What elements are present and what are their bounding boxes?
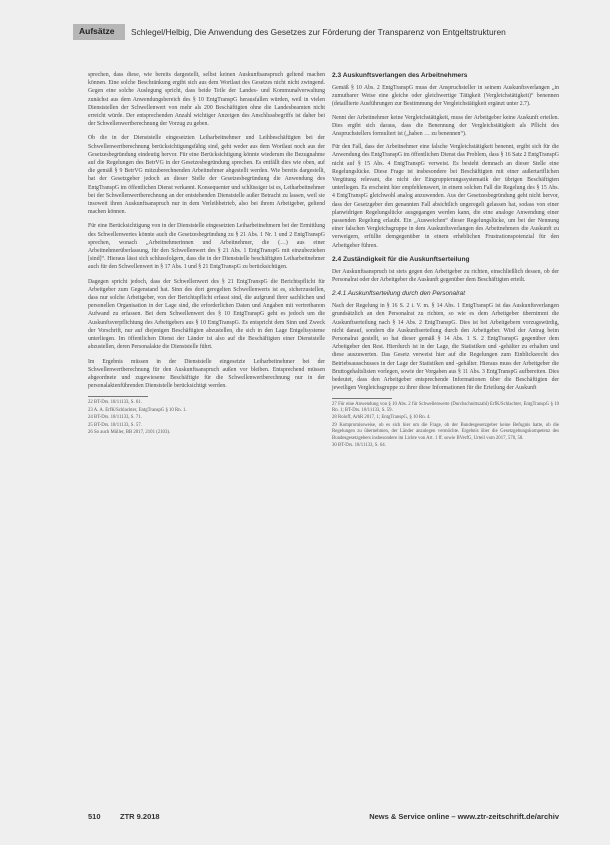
archive-link: News & Service online – www.ztr-zeitschrift.de/archiv <box>369 812 559 821</box>
footnote: 30 BT-Drs. 18/11133, S. 64. <box>332 442 386 448</box>
footnote: 29 Kompromissweise, ob es sich hier um die Frage, ob der Bundesgesetzgeber keine Befugnis hatte, ob die Regelungen zu übernehmen, der Länder anzulegen vermöchte. Ergebnis über die Gesetzgebungskompetenz des Bundesgesetzgebers insbesondere im Lichte von Art. 1 ff. sowie BVerfG, Urteil vom 2017, 570, 58. <box>332 422 559 441</box>
footnote: 27 Für eine Anwendung von § 10 Abs. 2 für Schwellenwerte (Durchschnittszahl) ErfK/Schlachter, EntgTranspG § 10 Rn. 1; BT-Drs. 18/11133, S. 59. <box>332 401 559 413</box>
footnote: 26 So auch Müller, BB 2017, 2101 (2103). <box>88 429 171 435</box>
footnote: 28 Roloff, ArbR 2017, 1; EntgTranspG, § 10 Rn. 4. <box>332 415 431 421</box>
body-paragraph: Dagegen spricht jedoch, dass der Schwellenwert des § 21 EntgTranspG die Berichtspflicht für Arbeitgeber zum Gegenstand hat. Sinn des dort geregelten Schwellenwerts ist es, sicherzustellen, dass nur solche Arbeitgeber, von der Berichtspflicht erfasst sind, die aufgrund ihrer sachlichen und personellen Organisation in der Lage sind, die erforderlichen Daten und Angaben mit vertretbarem Aufwand zu erfassen. Bei dem Schwellenwert des § 10 EntgTranspG geht es jedoch um die Auskunftsverpflichtung des Arbeitgebers aus § 10 EntgTranspG. Es entspricht dem Sinn und Zweck der Vorschrift, nur auf diejenigen Beschäftigten abzustellen, die sich in den Lage Entgeltsysteme unterliegen. Im öffentlichen Dienst der Länder ist also auf die Beschäftigten einer Dienststelle abzustellen, deren Personalakte die Dienststelle führt. <box>88 278 325 351</box>
footnote: 25 BT-Drs. 18/11133, S. 57. <box>88 422 142 428</box>
footnote: 22 BT-Drs. 18/11133, S. 61. <box>88 400 142 406</box>
journal-issue: ZTR 9.2018 <box>120 812 160 821</box>
running-header <box>73 24 547 40</box>
body-paragraph: Für den Fall, dass der Arbeitnehmer eine falsche Vergleichstätigkeit benennt, ergibt sich für die Anwendung des EntgTranspG im öffentlichen Dienst das Problem, dass § 16 Satz 2 EntgTranspG nicht auf § 15 Abs. 4 EntgTranspG verweist. Es besteht demnach an dieser Stelle eine Regelungslücke. Diese Frage ist insbesondere bei Beschäftigten mit einer außertariflichen Vergütung relevant, die nicht der Eingruppierungssystematik der übrigen Beschäftigten unterliegen. Es erscheint hier empfehlenswert, in einem solchen Fall die Regelung des § 15 Abs. 4 EntgTranspG gleichwohl analog anzuwenden. Aus der Gesetzesbegründung geht nicht hervor, dass der Gesetzgeber den genannten Fall absichtlich ungeregelt gelassen hat, sodass von einer planwidrigen Regelungslücke ausgegangen werden kann, die eine analoge Anwendung einer passenden Regelung erlaubt. Ein „Ausweichen“ dieser Regelungslücke, um bei der Nennung einer falschen Vergleichsgruppe in dem Auskunftsverlangen des Arbeitnehmers die Auskunft zu verweigern, erfüllte demgegenüber in einem erheblichen Frustrationspotenzial für den Arbeitgeber führen. <box>332 144 559 249</box>
body-paragraph: sprechen, dass diese, wie bereits dargestellt, selbst keinen Auskunftsanspruch geltend machen können. Eine solche Beschränkung ergibt sich aus dem Wortlaut des Gesetzes nicht nicht zwingend. Gegen eine solche Auslegung spricht, dass beide Teile der Landes- und Kommunalverwaltung zunächst aus dem Anwendungsbereich des § 10 EntgTranspG herausfallen würden, weil in vielen Dienststellen der Schwellenwert von mehr als 200 Beschäftigten ohne die Landesbeamten nicht erreicht würde. Der entsprechenden Anzahl wichtiger Anzeigen des Anschlussbegriffs ist daher bei der Schwellenwertberechnung der Vorzug zu geben. <box>88 72 325 128</box>
footnote-rule <box>332 398 392 399</box>
body-paragraph: Ob die in der Dienststelle eingesetzten Leiharbeitnehmer und Leihbeschäftigten bei der Schwellenwertberechnung berücksichtigungsfähig sind, geht weder aus dem Wortlaut noch aus der Gesetzesbegründung eindeutig hervor. Für eine Berücksichtigung könnte wiederum die Bezugnahme auf die Regelungen des BetrVG in der Gesetzesbegründung sprechen. Es entfällt dies wie oben, auf die gemäß § 9 BetrVG mitzuberechnenden Arbeitnehmer abgestellt werden. Wie bereits dargestellt, hat der Gesetzgeber jedoch an dieser Stelle der Gesetzesbegründung die Anwendung des EntgTranspG im öffentlichen Dienst verkannt. Konsequenter und schlüssiger ist es, Leiharbeitnehmer bei der Schwellenwertberechnung an der entstehenden Dienststelle außer Betracht zu lassen, weil sie insoweit ihren Auskunftsanspruch nur in dem Verleihbetrieb, also bei ihrem Arbeitgeber, geltend machen können. <box>88 135 325 216</box>
section-heading: 2.4 Zuständigkeit für die Auskunftserteilung <box>332 255 470 263</box>
page-footer <box>88 812 559 824</box>
page-number: 510 <box>88 812 101 821</box>
body-paragraph: Der Auskunftsanspruch ist stets gegen den Arbeitgeber zu richten, einschließlich dessen, ob der Personalrat oder der Arbeitgeber die Auskunft gegenüber dem Beschäftigten erteilt. <box>332 268 559 284</box>
body-paragraph: Gemäß § 10 Abs. 2 EntgTranspG muss der Anspruchsteller in seinem Auskunftsverlangen „in zumutbarer Weise eine gleiche oder gleichwertige Tätigkeit (Vergleichstätigkeit)“ benennen (detaillierte Ausführungen zur Bestimmung der Vergleichstätigkeit ergänzt unter 2.7). <box>332 85 559 108</box>
left-column <box>88 71 325 437</box>
body-paragraph: Für eine Berücksichtigung von in der Dienststelle eingesetzten Leiharbeitnehmern bei der Ermittlung des Schwellenwertes könnte auch die Gesetzesbegründung zu § 21 Abs. 1 Nr. 1 und 2 EntgTranspG sprechen, wonach „Arbeitnehmerinnen und Arbeitnehmer, die (…) aus einer Arbeitnehmerüberlassung, für den Schwellenwert des § 21 Abs. 1 EntgTranspG mit einzubeziehen [sind]“. Hieraus lässt sich schlussfolgern, dass die in der Dienststelle beschäftigten Leiharbeitnehmer auch für den Schwellenwert in § 17 Abs. 1 und § 21 EntgTranspG zu berücksichtigen. <box>88 223 325 271</box>
section-heading: 2.3 Auskunftsverlangen des Arbeitnehmers <box>332 72 468 79</box>
body-paragraph: Im Ergebnis müssen in der Dienststelle eingesetzte Leiharbeitnehmer bei der Schwellenwertberechnung für den Auskunftsanspruch außen vor bleiben. Entsprechend müssen abgeordnete und zugewiesene Beschäftigte für die Schwellenwertberechnung nur in der personalaktenführenden Dienststelle berücksichtigt werden. <box>88 358 325 390</box>
section-tab <box>73 24 125 40</box>
footnote: 24 BT-Drs. 18/11133, S. 71. <box>88 415 142 421</box>
section-label: Aufsätze <box>79 26 115 36</box>
body-paragraph: Nennt der Arbeitnehmer keine Vergleichstätigkeit, muss der Arbeitgeber keine Auskunft erteilen. Dies ergibt sich daraus, dass die Benennung der Vergleichstätigkeit als Pflicht des Anspruchstellers formuliert ist („haben … zu benennen“). <box>332 114 559 138</box>
right-column <box>332 71 559 450</box>
running-title: Schlegel/Helbig, Die Anwendung des Gesetzes zur Förderung der Transparenz von Entgeltstrukturen <box>131 27 506 37</box>
footnote: 23 A. A. ErfK/Schlachter, EntgTranspG § 10 Rn. 1. <box>88 407 187 413</box>
body-paragraph: Nach der Regelung in § 16 S. 2 i. V. m. § 14 Abs. 1 EntgTranspG ist das Auskunftsverlangen grundsätzlich an den Personalrat zu richten, so wie es dem Arbeitgeber übernimmt die Auskunftserteilung nach § 14 Abs. 2 EntgTranspG. Dies ist bei Arbeitgebern vorzugswürdig, nicht darauf, sondern die Auskunftserteilung durch den Arbeitgeber. Wird der Antrag beim Personalrat gestellt, so hat dieser gemäß § 14 Abs. 1 S. 2 EntgTranspG gegenüber dem Arbeitgeber den Rest. Hierdurch ist in der Lage, die Statistiken und -gehälter zu erhalten und diese auszuwerten. Das Gesetz verweist hier auf die Regelungen zum Einblicksrecht des Betriebsausschusses in der Lage der Statistiken und -gehälter. Hieraus muss der Arbeitgeber die Bruttogehaltslisten vorlegen, sowie der Vorgaben aus § 11 Abs. 3 EntgTranspG aufbereiten. Dies bedeutet, dass den Arbeitgeber entsprechende Informationen über die Beschäftigten der jeweiligen Vergleichsgruppe zu ihrer diese Informationen für die Erteilung der Auskunft <box>332 303 559 392</box>
footnote-rule <box>88 396 148 397</box>
subsection-heading: 2.4.1 Auskunftserteilung durch den Personalrat <box>332 290 465 298</box>
